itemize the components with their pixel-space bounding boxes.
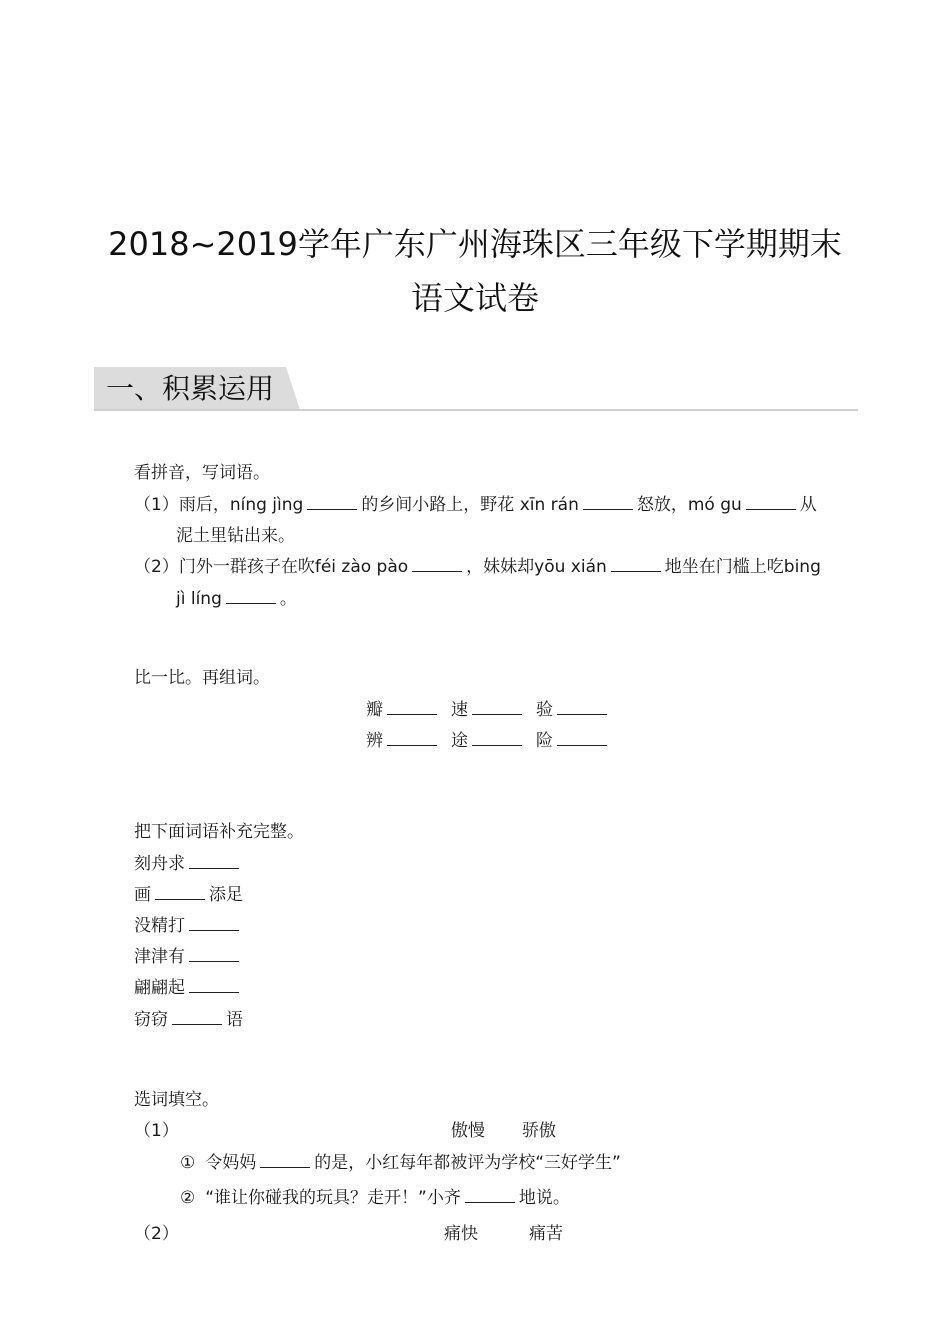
- q2-row2: [366, 730, 611, 752]
- q3-item: [134, 853, 243, 875]
- q4-part1-number: （1）: [134, 1121, 179, 1141]
- circled-number-1: ①: [180, 1153, 196, 1173]
- answer-blank[interactable]: [557, 700, 607, 715]
- q2-char: 速: [451, 700, 468, 720]
- q1-item2-text-a: 门外一群孩子在吹féi zào pào: [178, 557, 409, 577]
- q1-instruction: 看拼音，写词语。: [134, 463, 270, 483]
- q1-item1-line2: 泥土里钻出来。: [176, 526, 295, 546]
- answer-blank[interactable]: [583, 495, 633, 510]
- q1-item1-number: （1）: [134, 495, 179, 515]
- q1-item2-text-d: jì líng: [176, 589, 222, 609]
- q3-item: [134, 1009, 243, 1031]
- answer-blank[interactable]: [226, 589, 276, 604]
- answer-blank[interactable]: [412, 557, 462, 572]
- answer-blank[interactable]: [465, 1188, 515, 1203]
- section-header: [94, 367, 858, 412]
- q1-item2-number: （2）: [134, 557, 179, 577]
- q3-item-prefix: 刻舟求: [134, 854, 185, 874]
- q4-instruction: 选词填空。: [134, 1090, 219, 1110]
- q1-item1-text-a: 雨后，níng jìng: [178, 495, 304, 515]
- answer-blank[interactable]: [472, 700, 522, 715]
- q1-item2-text-c: 地坐在门槛上吃bing: [664, 557, 821, 577]
- q4-s1-text-a: 令妈妈: [205, 1153, 257, 1173]
- answer-blank[interactable]: [387, 700, 437, 715]
- answer-blank[interactable]: [387, 731, 437, 746]
- answer-blank[interactable]: [472, 731, 522, 746]
- q3-item-prefix: 翩翩起: [134, 978, 185, 998]
- q3-item: [134, 977, 243, 999]
- q3-item-prefix: 窃窃: [134, 1010, 168, 1030]
- q1-item2-line2: [176, 588, 297, 610]
- answer-blank[interactable]: [307, 495, 357, 510]
- answer-blank[interactable]: [260, 1153, 310, 1168]
- q4-part2-number: （2）: [134, 1224, 179, 1244]
- q1-item2-line1: [134, 556, 821, 578]
- answer-blank[interactable]: [557, 731, 607, 746]
- q2-row1: [366, 699, 611, 721]
- answer-blank[interactable]: [611, 557, 661, 572]
- page-title-line2: 语文试卷: [410, 279, 539, 317]
- section-title: 一、积累运用: [106, 372, 275, 405]
- q1-item2-text-e: 。: [279, 589, 297, 609]
- answer-blank[interactable]: [189, 947, 239, 962]
- q1-item2-text-b: ，妹妹却yōu xián: [466, 557, 607, 577]
- q2-char: 瓣: [366, 700, 383, 720]
- q2-char: 途: [451, 731, 468, 751]
- q3-item-prefix: 没精打: [134, 916, 185, 936]
- q4-part1-word-option: 骄傲: [522, 1121, 556, 1141]
- page-title: 2018~2019学年广东广州海珠区三年级下学期期末: [108, 225, 842, 263]
- answer-blank[interactable]: [189, 978, 239, 993]
- q2-instruction: 比一比。再组词。: [134, 668, 270, 688]
- answer-blank[interactable]: [155, 885, 205, 900]
- q3-item: [134, 946, 243, 968]
- q1-item1-text-d: 从: [799, 495, 817, 515]
- q3-instruction: 把下面词语补充完整。: [134, 822, 304, 842]
- q2-char: 验: [536, 700, 553, 720]
- answer-blank[interactable]: [189, 916, 239, 931]
- q4-part2-word-option: 痛苦: [529, 1224, 563, 1244]
- q2-char: 辨: [366, 731, 383, 751]
- q3-item-suffix: 语: [226, 1010, 243, 1030]
- q1-item1-line1: [134, 494, 817, 516]
- q4-s2-text-b: 地说。: [518, 1188, 570, 1208]
- q3-item-prefix: 画: [134, 885, 151, 905]
- q4-s1-text-b: 的是，小红每年都被评为学校“三好学生”: [314, 1153, 621, 1173]
- answer-blank[interactable]: [746, 495, 796, 510]
- circled-number-2: ②: [180, 1188, 196, 1208]
- q4-part1-sentence1: [180, 1152, 621, 1174]
- q4-part1-sentence2: [180, 1187, 570, 1209]
- answer-blank[interactable]: [189, 854, 239, 869]
- q2-char: 险: [536, 731, 553, 751]
- q1-item1-text-c: 怒放，mó gu: [636, 495, 742, 515]
- q3-item-suffix: 添足: [209, 885, 243, 905]
- q3-item: [134, 884, 243, 906]
- q3-item-prefix: 津津有: [134, 947, 185, 967]
- answer-blank[interactable]: [172, 1010, 222, 1025]
- q4-part1-word-option: 傲慢: [451, 1121, 485, 1141]
- q1-item1-text-b: 的乡间小路上，野花 xīn rán: [361, 495, 579, 515]
- q4-s2-text-a: “谁让你碰我的玩具？走开！”小齐: [205, 1188, 461, 1208]
- q4-part2-word-option: 痛快: [444, 1224, 478, 1244]
- q3-item: [134, 915, 243, 937]
